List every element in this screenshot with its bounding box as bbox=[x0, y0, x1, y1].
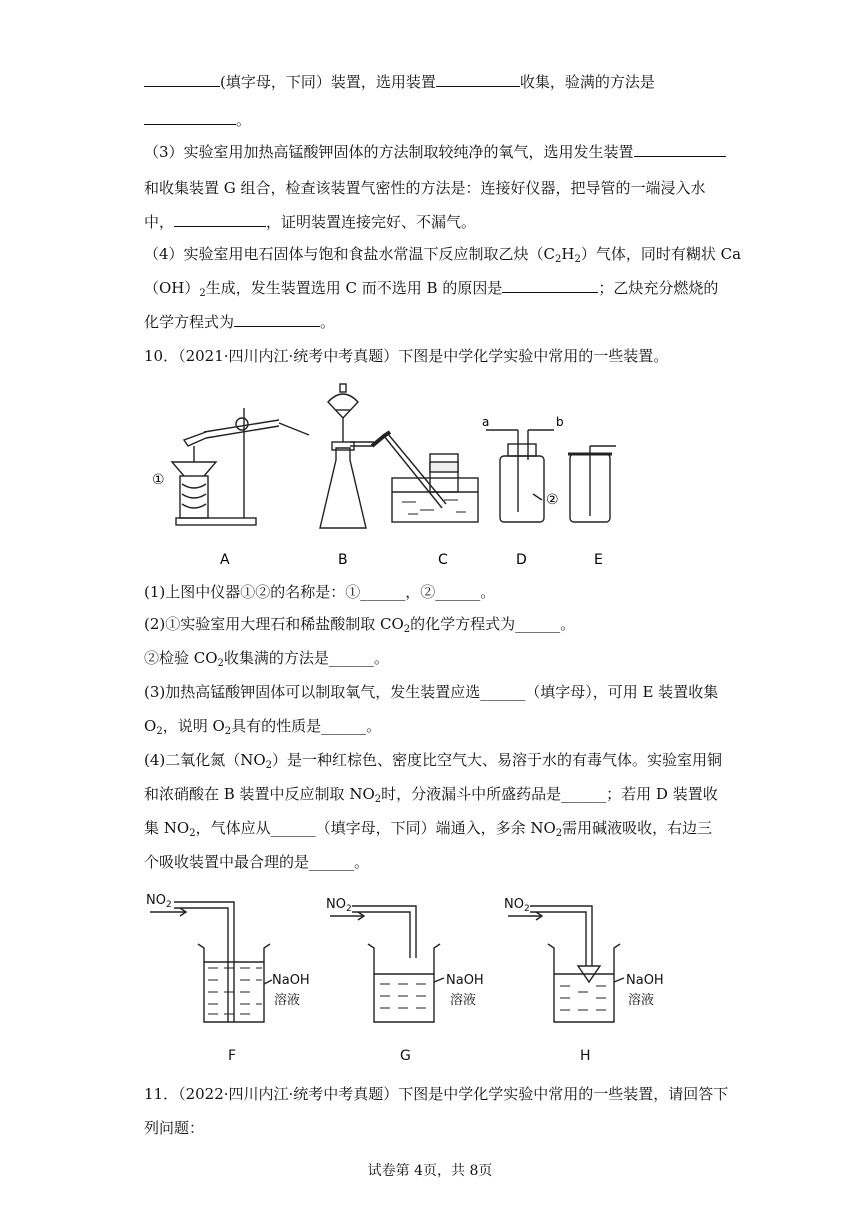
reagent-solution-g: 溶液 bbox=[450, 993, 477, 1008]
answer-blank[interactable] bbox=[174, 212, 266, 227]
answer-blank[interactable] bbox=[234, 312, 320, 327]
q10-title: 10．（2021·四川内江·统考中考真题）下图是中学化学实验中常用的一些装置。 bbox=[144, 347, 669, 365]
q9-part3-line-1: （3）实验室用加热高锰酸钾固体的方法制取较纯净的氧气，选用发生装置 bbox=[144, 142, 726, 162]
q10-part4-2: 和浓硝酸在 B 装置中反应制取 $NO_2$时，分液漏斗中所盛药品是______；若用 D 装置收 bbox=[144, 785, 718, 805]
reagent-label-h: NaOH bbox=[626, 973, 664, 988]
answer-blank[interactable] bbox=[634, 142, 726, 157]
gas-label-g: $NO_2$ bbox=[326, 897, 352, 914]
instrument-marker-1: ① bbox=[152, 472, 165, 488]
q11-line-2: 列问题： bbox=[144, 1119, 205, 1137]
gas-label-h: $NO_2$ bbox=[504, 897, 530, 914]
gas-label-f: $NO_2$ bbox=[146, 893, 172, 910]
q9-part3-line-2: 和收集装置 G 组合，检查该装置气密性的方法是：连接好仪器，把导管的一端浸入水 bbox=[144, 179, 706, 197]
reagent-label-g: NaOH bbox=[446, 973, 484, 988]
device-label-h: H bbox=[580, 1048, 591, 1064]
apparatus-label-a: A bbox=[220, 552, 230, 568]
apparatus-label-c: C bbox=[438, 552, 448, 568]
q10-part1: (1)上图中仪器①②的名称是：①______，②______。 bbox=[144, 583, 496, 601]
answer-blank[interactable] bbox=[502, 278, 598, 293]
port-b-label: b bbox=[556, 415, 564, 429]
page-footer: 试卷第 4页，共 8页 bbox=[367, 1163, 493, 1179]
q10-part4-3: 集 $NO_2$，气体应从______（填字母，下同）端通入，多余 $NO_2$需用碱液吸收，右边三 bbox=[144, 819, 713, 839]
port-a-label: a bbox=[482, 415, 490, 429]
instrument-marker-2: ② bbox=[546, 492, 559, 508]
device-label-g: G bbox=[400, 1048, 411, 1064]
answer-blank[interactable] bbox=[144, 110, 236, 125]
q9-part4-line-1: （4）实验室用电石固体与饱和食盐水常温下反应制取乙炔$(C_2H_2)$气体，同时有糊状 Ca bbox=[144, 245, 742, 265]
q11-line-1: 11．（2022·四川内江·统考中考真题）下图是中学化学实验中常用的一些装置，请回答下 bbox=[144, 1085, 729, 1103]
q9-line-2: 。 bbox=[144, 110, 251, 130]
q10-part2-2: ②检验 $CO_2$收集满的方法是______。 bbox=[144, 649, 389, 669]
q9-part3-line-3: 中， ，证明装置连接完好、不漏气。 bbox=[144, 213, 477, 231]
q10-part2-1: (2)①实验室用大理石和稀盐酸制取 $CO_2$的化学方程式为______。 bbox=[144, 615, 576, 635]
q9-line-1: (填字母，下同）装置，选用装置 收集，验满的方法是 bbox=[144, 72, 655, 92]
q10-part3-1: (3)加热高锰酸钾固体可以制取氧气，发生装置应选______（填字母），可用 E 装置收集 bbox=[144, 683, 719, 701]
q10-part3-2: $O_2$，说明 $O_2$具有的性质是______。 bbox=[144, 717, 382, 737]
apparatus-label-d: D bbox=[516, 552, 527, 568]
q10-part4-1: (4)二氧化氮$(NO_2)$是一种红棕色、密度比空气大、易溶于水的有毒气体。实验室用铜 bbox=[144, 751, 723, 771]
q10-part4-4: 个吸收装置中最合理的是______。 bbox=[144, 853, 370, 871]
apparatus-label-b: B bbox=[338, 552, 348, 568]
apparatus-figure-a-e bbox=[144, 380, 624, 570]
reagent-solution-f: 溶液 bbox=[274, 993, 301, 1008]
absorption-figure-f-g-h bbox=[140, 890, 700, 1070]
device-label-f: F bbox=[228, 1048, 237, 1064]
apparatus-label-e: E bbox=[594, 552, 603, 568]
answer-blank[interactable] bbox=[436, 72, 520, 87]
reagent-solution-h: 溶液 bbox=[628, 993, 655, 1008]
q9-part4-line-3: 化学方程式为 。 bbox=[144, 313, 336, 331]
reagent-label-f: NaOH bbox=[272, 973, 310, 988]
q9-part4-line-2: $(OH)_2$生成，发生装置选用 C 而不选用 B 的原因是 ；乙炔充分燃烧的 bbox=[144, 279, 719, 299]
answer-blank[interactable] bbox=[144, 72, 220, 87]
